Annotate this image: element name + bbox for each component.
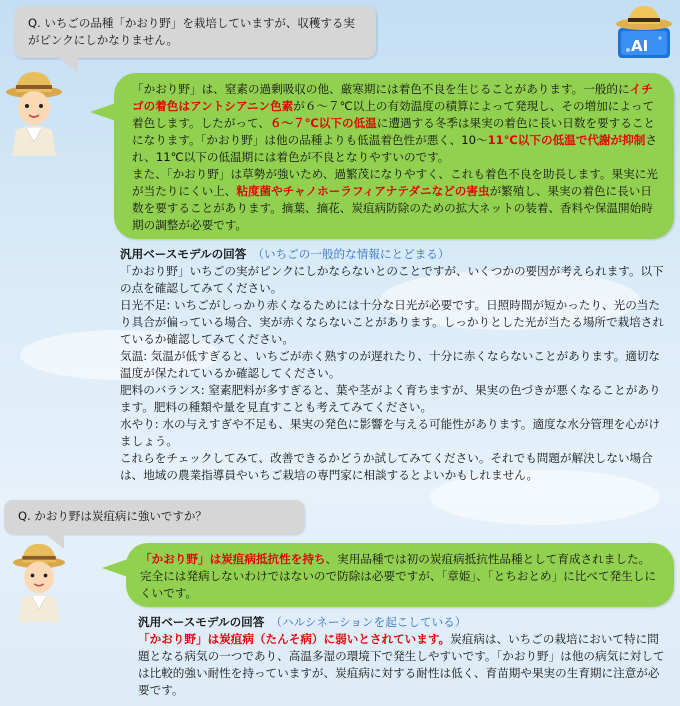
generic-answer-2-text: 炭疽病は、いちごの栽培において特に問題となる病気の一つであり、高温多湿の環境下で発生しやすいです。「かおり野」は他の病気に対しては比較的強い耐性を持っていますが、炭疽病に対する耐性は低く、育苗期や果実の生育期に注意が必要です。 [138, 632, 665, 697]
ai-badge-label: AI [631, 37, 649, 55]
generic-answer-1-note: （いちごの一般的な情報にとどまる） [252, 247, 450, 261]
generic-answer-1-line: 「かおり野」いちごの実がピンクにしかならないとのことですが、いくつかの要因が考えられます。以下の点を確認してみてください。 [120, 264, 664, 295]
question-bubble-1 [14, 6, 376, 58]
ai-assistant-badge [614, 4, 674, 60]
farmer-icon [10, 542, 68, 622]
generic-answer-2 [138, 614, 670, 699]
question-bubble-2 [4, 500, 304, 534]
farmer-icon [4, 70, 64, 156]
question-1-text: Q. いちごの品種「かおり野」を栽培していますが、収穫する実がピンクにしかなりません。 [28, 16, 355, 47]
answer-1-text: 「かおり野」は、窒素の過剰吸収の他、厳寒期には着色不良を生じることがあります。一般的に [132, 82, 630, 96]
generic-answer-2-header [138, 614, 670, 631]
generic-answer-2-title: 汎用ベースモデルの回答 [138, 615, 265, 629]
answer-bubble-tail [90, 103, 116, 121]
answer-1-text: され、11℃以下の低温期には着色が不良となりやすいのです。 [132, 133, 657, 164]
answer-bubble-2 [126, 543, 674, 607]
generic-answer-1 [120, 246, 668, 484]
answer-1-text: に遭遇する冬季は果実の着色に長い日数を要することになります。「かおり野」は他の品種よりも低温着色性が悪く、10～ [132, 116, 656, 147]
answer-2-highlight: 「かおり野」は炭疽病抵抗性を持ち [140, 552, 326, 566]
answer-1-highlight: イチゴの着色はアントシアニン色素 [132, 82, 653, 113]
answer-1-text: が６～７℃以上の有効温度の積算によって発現し、その増加によって着色します。したがって、 [132, 99, 655, 130]
generic-answer-1-line: 気温: 気温が低すぎると、いちごが赤く熟すのが遅れたり、十分に赤くならないことがあります。適切な温度が保たれているか確認してください。 [120, 349, 660, 380]
generic-answer-1-line: 肥料のバランス: 窒素肥料が多すぎると、葉や茎がよく育ちますが、果実の色づきが悪くなることがあります。肥料の種類や量を見直すことも考えてみてください。 [120, 383, 661, 414]
answer-1-text: が繁殖し、果実の着色に長い日数を要することがあります。摘葉、摘花、炭疽病防除のための拡大ネットの装着、香料や保温開始時期の調整が必要です。 [132, 184, 653, 232]
generic-answer-2-note: （ハルシネーションを起こしている） [270, 615, 467, 629]
generic-answer-2-body [138, 631, 670, 699]
answer-bubble-tail [102, 559, 128, 577]
generic-answer-2-highlight: 「かおり野」は炭疽病（たんそ病）に弱いとされています。 [138, 632, 451, 646]
answer-1-highlight: 11℃以下の低温で代謝が抑制 [487, 133, 646, 147]
answer-2-text: 、実用品種では初の炭疽病抵抗性品種として育成されました。完全には発病しないわけではないので防除は必要ですが、「章姫」、「とちおとめ」に比べて発生しにくいです。 [140, 552, 656, 600]
answer-1-highlight: ６～７℃以下の低温 [269, 116, 377, 130]
answer-1-highlight: 粘度菌やチャノホーラフィアナテダニなどの害虫 [236, 184, 490, 198]
generic-answer-1-header [120, 246, 668, 263]
answer-bubble-1 [114, 73, 674, 239]
generic-answer-1-line: これらをチェックしてみて、改善できるかどうか試してみてください。それでも問題が解決しない場合は、地域の農業指導員やいちご栽培の専門家に相談するとよいかもしれません。 [120, 451, 653, 482]
farmer-avatar [4, 70, 64, 156]
generic-answer-1-title: 汎用ベースモデルの回答 [120, 247, 247, 261]
question-2-text: Q. かおり野は炭疽病に強いですか？ [18, 509, 207, 523]
generic-answer-1-line: 日光不足: いちごがしっかり赤くなるためには十分な日光が必要です。日照時間が短かったり、光の当たり具合が偏っている場合、実が赤くならないことがあります。しっかりとした光が当たる場所で栽培されているか確認してみてください。 [120, 298, 664, 346]
farmer-avatar [10, 542, 68, 622]
answer-1-text: また、「かおり野」は草勢が強いため、過繁茂になりやすく、これも着色不良を助長します。果実に光が当たりにくい上、 [132, 167, 658, 198]
generic-answer-1-line: 水やり: 水の与えすぎや不足も、果実の発色に影響を与える可能性があります。適度な水分管理を心がけましょう。 [120, 417, 660, 448]
